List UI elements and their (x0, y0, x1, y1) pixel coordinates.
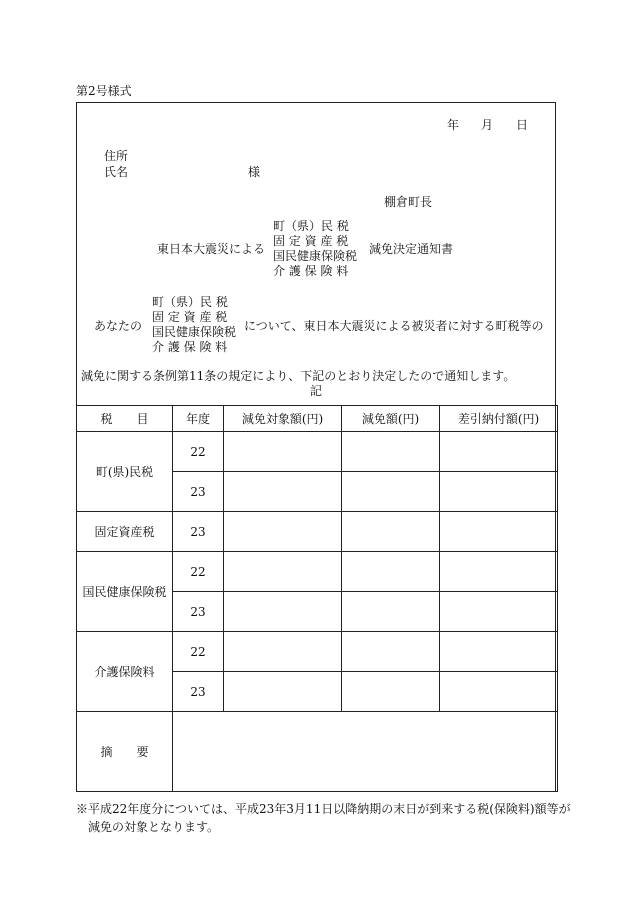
title-tax-item: 町（県）民 税 (273, 219, 349, 233)
table-row (77, 552, 558, 592)
honorific: 様 (248, 165, 261, 179)
header-year: 年度 (173, 406, 224, 432)
target-amount-cell[interactable] (224, 552, 342, 592)
body-tax-item: 国民健康保険税 (152, 325, 237, 339)
title-tax-item: 固 定 資 産 税 (273, 234, 349, 248)
title-tax-list (273, 219, 357, 279)
tax-name-cell: 固定資産税 (77, 512, 173, 552)
year-cell: 23 (173, 512, 224, 552)
year-cell: 23 (173, 672, 224, 712)
table-row (77, 512, 558, 552)
body-tax-list (152, 295, 236, 355)
payable-amount-cell[interactable] (440, 552, 558, 592)
payable-amount-cell[interactable] (440, 672, 558, 712)
target-amount-cell[interactable] (224, 512, 342, 552)
target-amount-cell[interactable] (224, 632, 342, 672)
footnote-line2: 減免の対象となります。 (88, 820, 220, 834)
issuer: 棚倉町長 (384, 195, 433, 209)
ki-heading: 記 (310, 384, 323, 398)
form-number: 第2号様式 (76, 84, 132, 98)
table-row (77, 432, 558, 472)
payable-amount-cell[interactable] (440, 432, 558, 472)
body-tax-item: 町（県）民 税 (152, 295, 228, 309)
title-tax-item: 介 護 保 険 料 (273, 264, 349, 278)
table-header-row (77, 406, 558, 432)
header-payable-amount: 差引納付額(円) (440, 406, 558, 432)
remarks-row (77, 712, 558, 792)
target-amount-cell[interactable] (224, 592, 342, 632)
payable-amount-cell[interactable] (440, 512, 558, 552)
title-prefix: 東日本大震災による (157, 242, 266, 256)
reduction-amount-cell[interactable] (342, 432, 440, 472)
reduction-amount-cell[interactable] (342, 552, 440, 592)
body-continuation: について、東日本大震災による被災者に対する町税等の (244, 319, 544, 333)
reduction-amount-cell[interactable] (342, 592, 440, 632)
target-amount-cell[interactable] (224, 672, 342, 712)
title-tax-item: 国民健康保険税 (273, 249, 358, 263)
header-target-amount: 減免対象額(円) (224, 406, 342, 432)
reduction-amount-cell[interactable] (342, 472, 440, 512)
remarks-field[interactable] (173, 712, 558, 792)
body-line2: 減免に関する条例第11条の規定により、下記のとおり決定したので通知します。 (81, 369, 516, 383)
body-lead: あなたの (94, 319, 143, 333)
body-tax-item: 介 護 保 険 料 (152, 340, 228, 354)
payable-amount-cell[interactable] (440, 592, 558, 632)
tax-name-cell: 国民健康保険税 (77, 552, 173, 632)
address-label: 住所 (104, 149, 129, 163)
header-tax-item: 税 目 (77, 406, 173, 432)
reduction-amount-cell[interactable] (342, 672, 440, 712)
year-cell: 22 (173, 552, 224, 592)
tax-name-cell: 介護保険料 (77, 632, 173, 712)
year-cell: 22 (173, 432, 224, 472)
name-label: 氏名 (104, 165, 129, 179)
body-tax-item: 固 定 資 産 税 (152, 310, 228, 324)
reduction-amount-cell[interactable] (342, 632, 440, 672)
date-month: 月 (481, 118, 494, 132)
tax-table (76, 405, 558, 792)
target-amount-cell[interactable] (224, 472, 342, 512)
date-day: 日 (516, 118, 529, 132)
payable-amount-cell[interactable] (440, 632, 558, 672)
table-row (77, 632, 558, 672)
year-cell: 22 (173, 632, 224, 672)
title-suffix: 減免決定通知書 (369, 242, 454, 256)
year-cell: 23 (173, 472, 224, 512)
target-amount-cell[interactable] (224, 432, 342, 472)
year-cell: 23 (173, 592, 224, 632)
remarks-label: 摘 要 (77, 712, 173, 792)
header-reduction-amount: 減免額(円) (342, 406, 440, 432)
tax-name-cell: 町(県)民税 (77, 432, 173, 512)
date-year: 年 (447, 118, 460, 132)
footnote-line1: ※平成22年度分については、平成23年3月11日以降納期の末日が到来する税(保険料)額等が (76, 802, 571, 816)
reduction-amount-cell[interactable] (342, 512, 440, 552)
payable-amount-cell[interactable] (440, 472, 558, 512)
